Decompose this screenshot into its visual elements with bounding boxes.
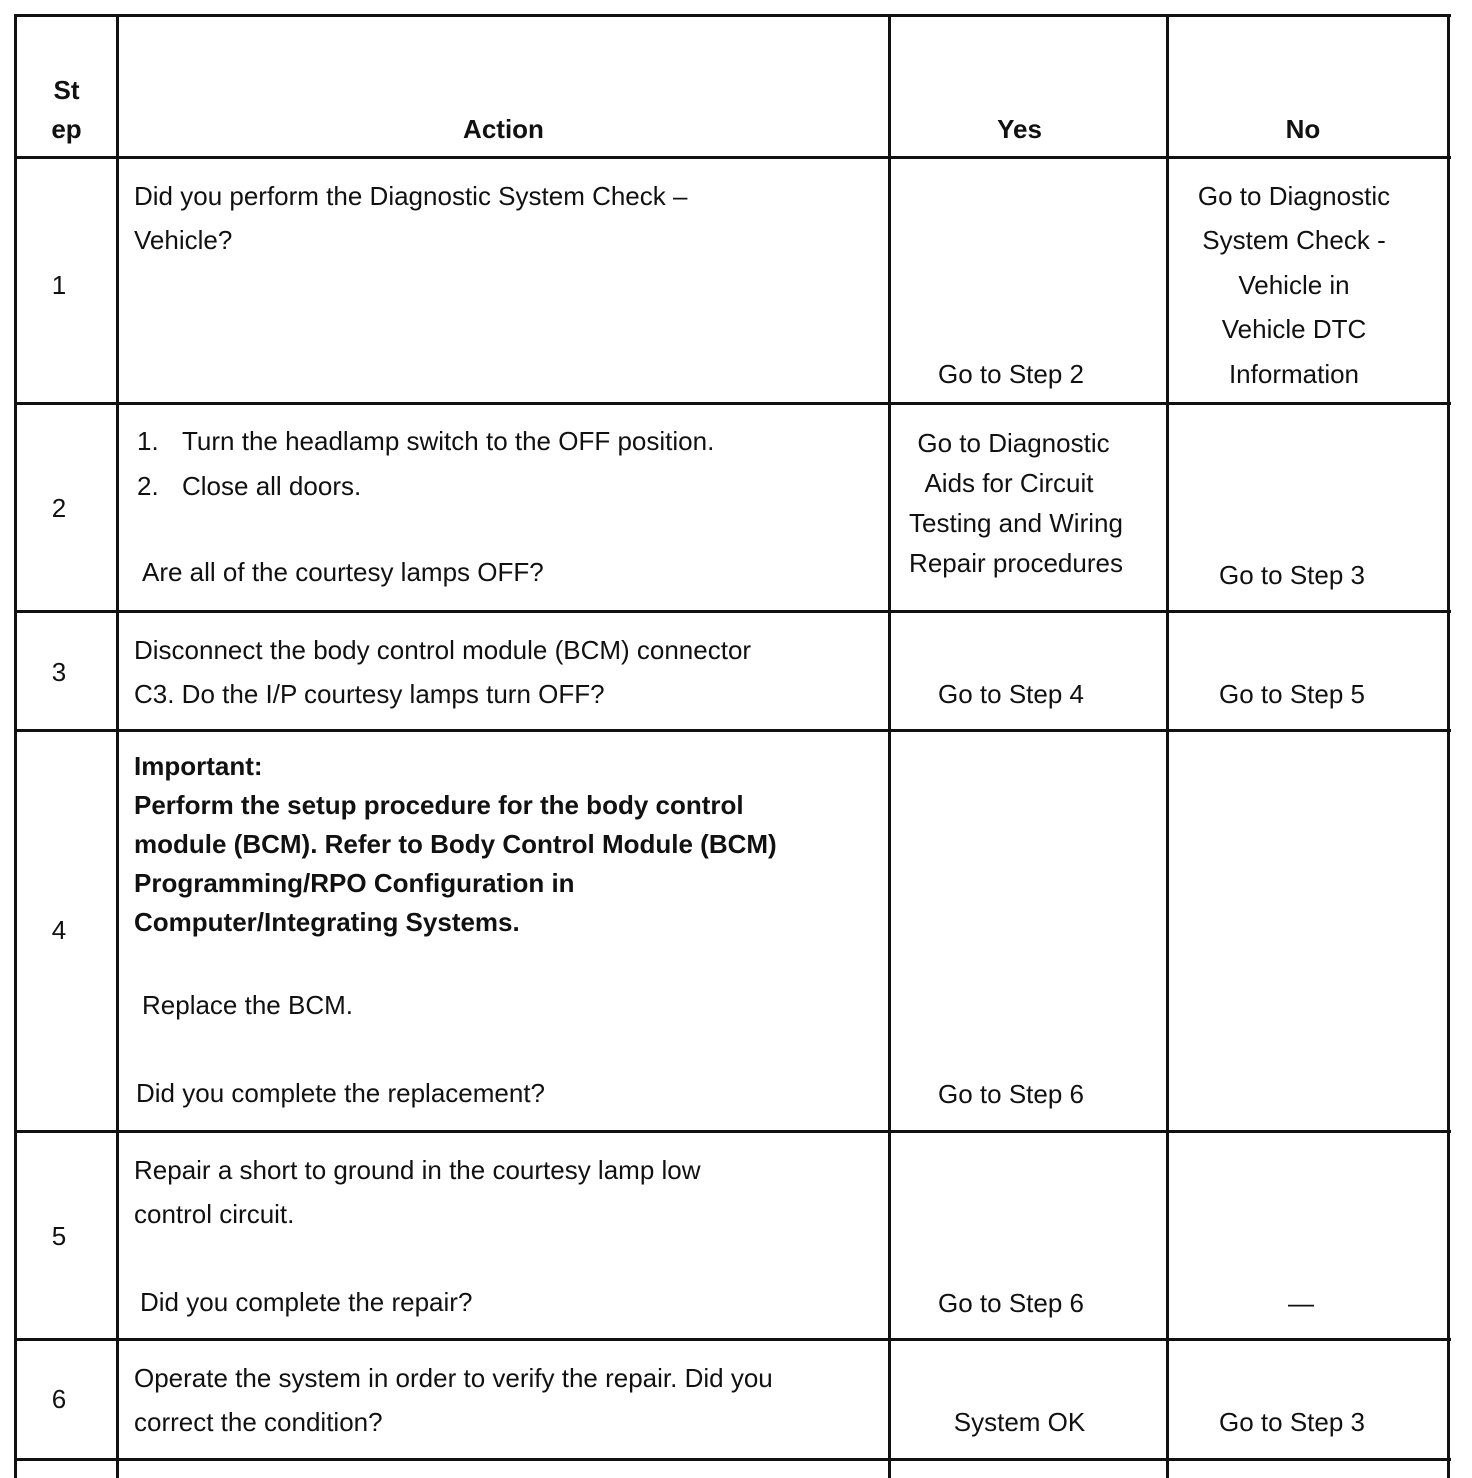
header-step-line2: ep [51,114,82,144]
important-note: Computer/Integrating Systems. [134,907,520,937]
yes-result: Go to Step 6 [938,1079,1084,1109]
step-number: 1 [51,270,67,300]
no-result: — [1288,1288,1314,1318]
header-step-line1: St [53,75,80,105]
header-yes: Yes [997,114,1042,144]
action-text: Disconnect the body control module (BCM) connector [134,635,752,665]
row-divider [14,610,1451,613]
step-number: 3 [51,657,67,687]
action-text: Did you perform the Diagnostic System Check – [134,181,688,211]
column-divider [888,14,891,1478]
row-divider [14,1130,1451,1133]
yes-result: Go to Step 6 [938,1288,1084,1318]
row-divider [14,729,1451,732]
yes-result: Go to Diagnostic [917,428,1110,458]
action-text: Vehicle? [134,225,233,255]
row-divider [14,1338,1451,1341]
yes-result: Go to Step 2 [938,359,1084,389]
no-result: Go to Step 3 [1219,560,1365,590]
step-number: 5 [51,1221,67,1251]
important-note: module (BCM). Refer to Body Control Module (BCM) [134,829,777,859]
action-text: Operate the system in order to verify the repair. Did you [134,1363,773,1393]
no-result: Go to Step 3 [1219,1407,1365,1437]
row-divider [14,402,1451,405]
step-number: 6 [51,1384,67,1414]
action-list-item: Close all doors. [182,471,362,501]
list-number: 2. [137,471,159,501]
no-result: Go to Step 5 [1219,679,1365,709]
header-no: No [1285,114,1321,144]
action-text: C3. Do the I/P courtesy lamps turn OFF? [134,679,605,709]
action-text: Repair a short to ground in the courtesy lamp low [134,1155,701,1185]
column-divider [116,14,119,1478]
header-action: Action [463,114,544,144]
no-result: Information [1228,359,1360,389]
yes-result: System OK [953,1407,1086,1437]
yes-result: Aids for Circuit [924,468,1094,498]
action-question: Did you complete the replacement? [136,1078,546,1108]
action-question: Are all of the courtesy lamps OFF? [142,557,544,587]
important-note: Perform the setup procedure for the body control [134,790,744,820]
column-divider [1447,14,1450,1478]
action-question: Did you complete the repair? [140,1287,473,1317]
table-border-top [14,14,1451,17]
row-divider [14,1458,1451,1461]
action-text: correct the condition? [134,1407,383,1437]
action-text: control circuit. [134,1199,295,1229]
no-result: Vehicle DTC [1221,314,1367,344]
yes-result: Go to Step 4 [938,679,1084,709]
action-text: Replace the BCM. [142,990,353,1020]
column-divider [14,14,17,1478]
no-result: System Check - [1202,225,1386,255]
important-note: Programming/RPO Configuration in [134,868,575,898]
important-label: Important: [134,751,263,781]
step-number: 2 [51,493,67,523]
yes-result: Testing and Wiring [909,508,1123,538]
row-divider [14,156,1451,159]
action-list-item: Turn the headlamp switch to the OFF position. [182,426,715,456]
no-result: Vehicle in [1238,270,1350,300]
step-number: 4 [51,915,67,945]
list-number: 1. [137,426,159,456]
yes-result: Repair procedures [909,548,1123,578]
no-result: Go to Diagnostic [1197,181,1391,211]
